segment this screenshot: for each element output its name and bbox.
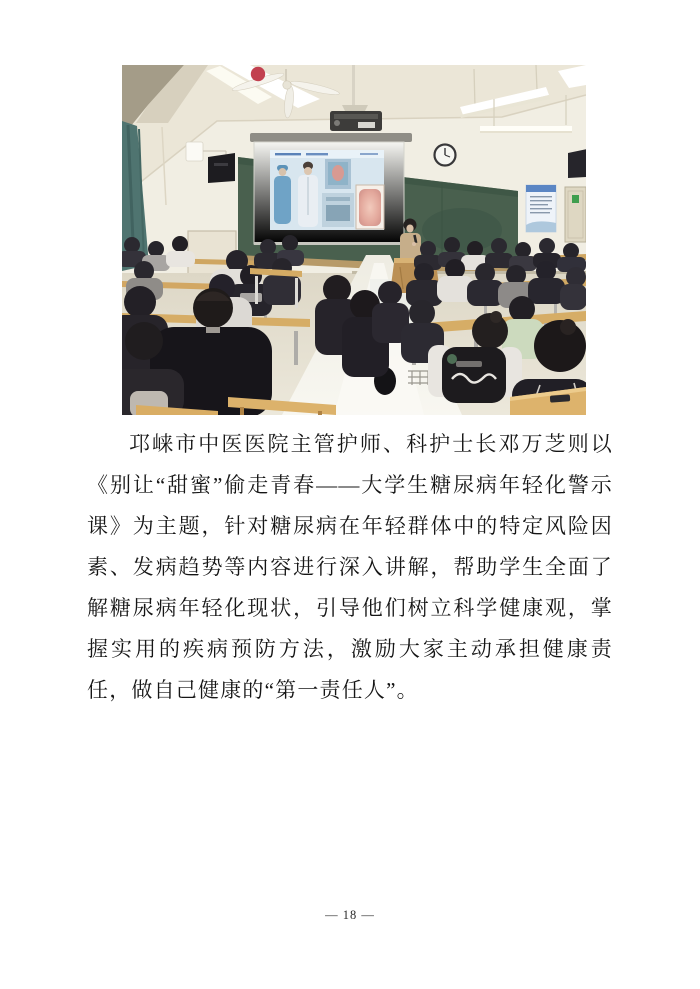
- left-speaker: [208, 153, 235, 183]
- electrical-cabinet: [565, 187, 586, 242]
- wall-clock: [435, 145, 456, 166]
- teacher-face: [406, 225, 413, 233]
- wall-poster: [526, 185, 556, 232]
- projection-screen: [250, 133, 412, 245]
- slide-medical-image: [270, 150, 384, 230]
- red-balloon: [251, 67, 265, 81]
- right-speaker: [568, 149, 586, 178]
- classroom-photo: [122, 65, 586, 415]
- paragraph-text: 邛崃市中医医院主管护师、科护士长邓万芝则以《别让“甜蜜”偷走青春——大学生糖尿病年轻化警示课》为主题，针对糖尿病在年轻群体中的特定风险因素、发病趋势等内容进行深入讲解，帮助学生全面了解糖尿病年轻化现状，引导他们树立科学健康观，掌握实用的疾病预防方法，激励大家主动承担健康责任，做自己健康的“第一责任人”。: [87, 432, 613, 702]
- classroom-photo-art: [122, 65, 586, 415]
- page-number: — 18 —: [325, 908, 375, 922]
- wifi-ap-box: [186, 142, 203, 161]
